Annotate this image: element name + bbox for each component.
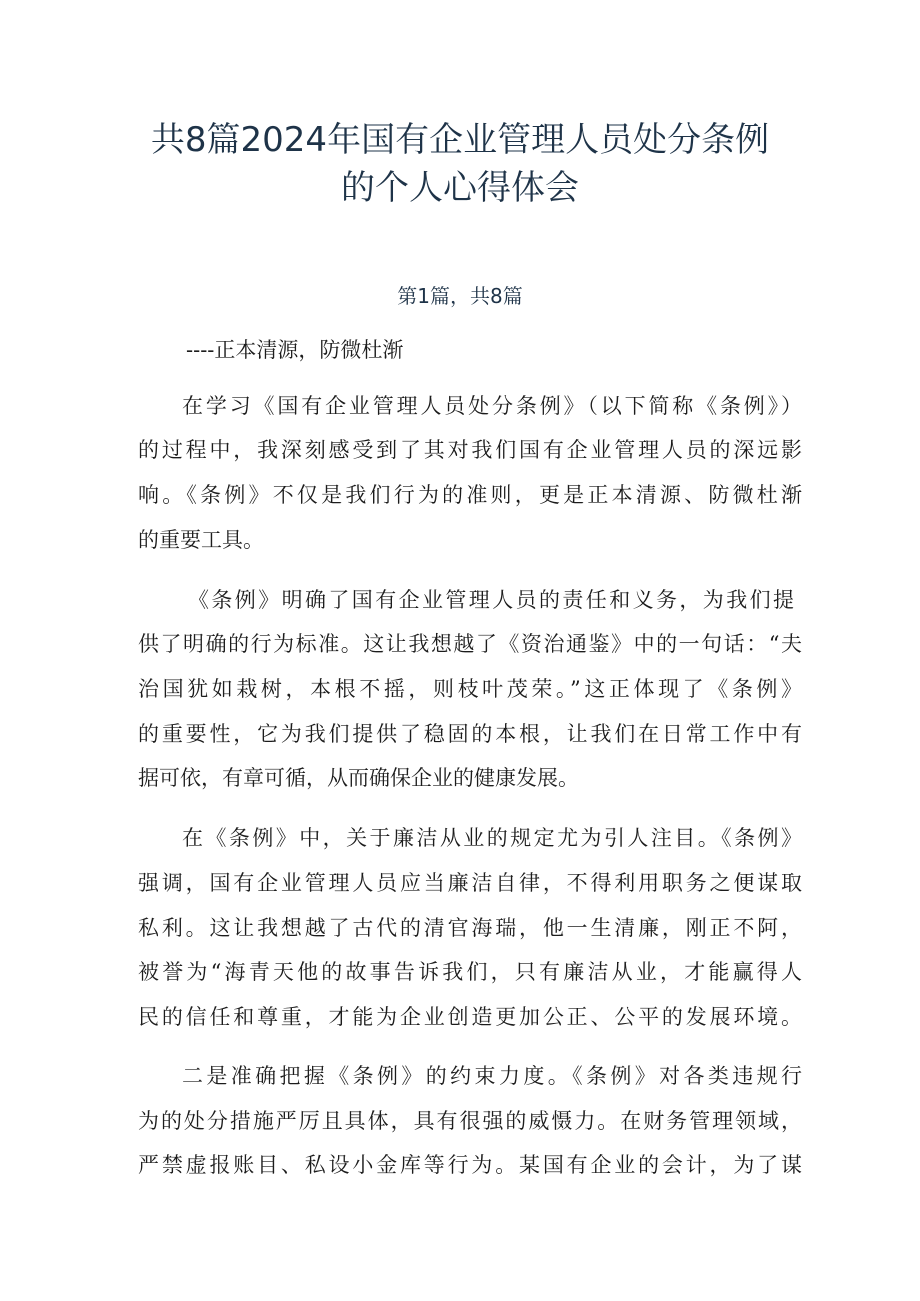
paragraph-line: 二是准确把握《条例》的约束力度。《条例》对各类违规行 xyxy=(182,1064,802,1088)
paragraph-line: 被誉为“海青天他的故事告诉我们，只有廉洁从业，才能赢得人 xyxy=(138,960,802,984)
paragraph-line: 严禁虚报账目、私设小金库等行为。某国有企业的会计，为了谋 xyxy=(138,1153,802,1177)
paragraph-line: 的重要性，它为我们提供了稳固的本根，让我们在日常工作中有 xyxy=(138,722,802,746)
paragraph-line: 《条例》明确了国有企业管理人员的责任和义务，为我们提 xyxy=(188,588,794,612)
paragraph-line: 治国犹如栽树，本根不摇，则枝叶茂荣。”这正体现了《条例》 xyxy=(138,677,802,701)
paragraph-line: 的过程中，我深刻感受到了其对我们国有企业管理人员的深远影 xyxy=(138,438,802,462)
document-title-line-2: 的个人心得体会 xyxy=(341,168,579,208)
paragraph-line: 响。《条例》不仅是我们行为的准则，更是正本清源、防微杜渐 xyxy=(138,483,802,507)
paragraph-line: 为的处分措施严厉且具体，具有很强的威慑力。在财务管理领域， xyxy=(138,1109,802,1133)
paragraph-line: 在学习《国有企业管理人员处分条例》（以下简称《条例》） xyxy=(182,394,802,418)
section-heading: 第1篇，共8篇 xyxy=(397,284,523,308)
paragraph-line: 据可依，有章可循，从而确保企业的健康发展。 xyxy=(138,766,579,790)
paragraph-line: 在《条例》中，关于廉洁从业的规定尤为引人注目。《条例》 xyxy=(182,826,802,850)
paragraph-line: 民的信任和尊重，才能为企业创造更加公正、公平的发展环境。 xyxy=(138,1005,802,1029)
paragraph-line: 的重要工具。 xyxy=(138,528,264,552)
paragraph-line: 强调，国有企业管理人员应当廉洁自律，不得利用职务之便谋取 xyxy=(138,871,802,895)
paragraph-line: 私利。这让我想越了古代的清官海瑞，他一生清廉，刚正不阿， xyxy=(138,916,802,940)
document-title-line-1: 共8篇2024年国有企业管理人员处分条例 xyxy=(150,120,770,160)
paragraph-line: 供了明确的行为标准。这让我想越了《资治通鉴》中的一句话：“夫 xyxy=(138,632,802,656)
document-subtitle: ----正本清源，防微杜渐 xyxy=(186,338,404,362)
